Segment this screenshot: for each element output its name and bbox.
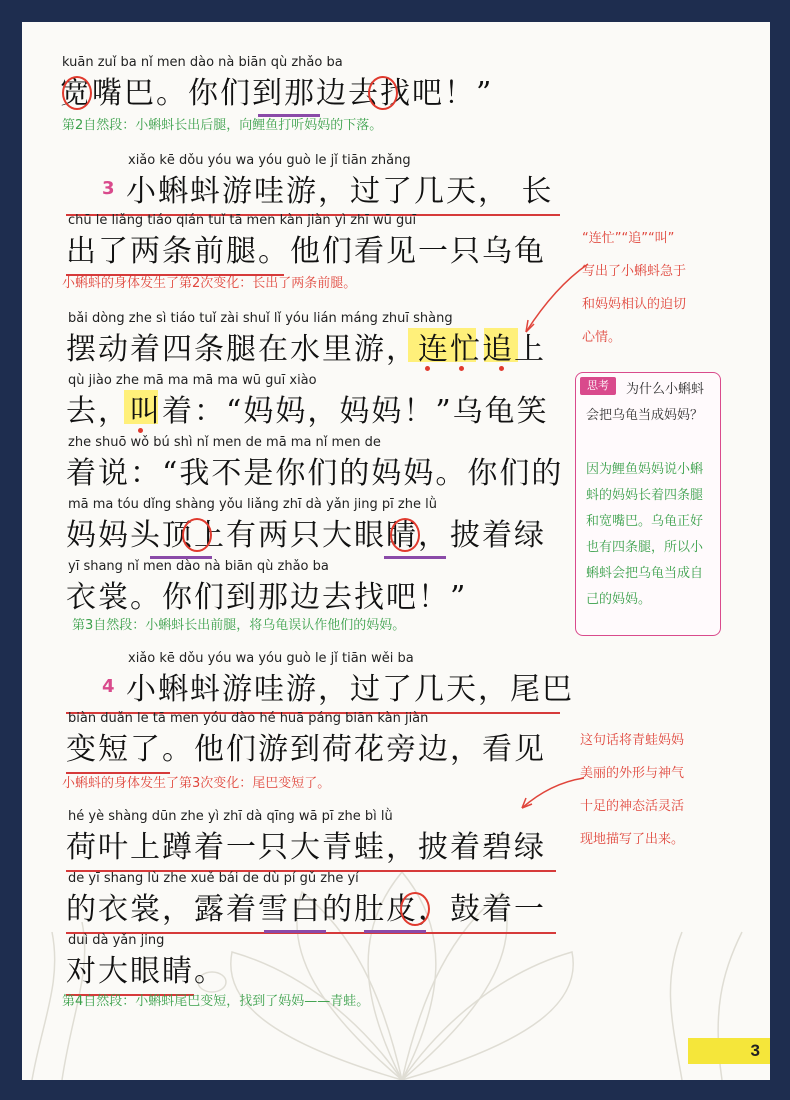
circle-mark: [390, 518, 420, 552]
hanzi-row: 妈妈头顶上有两只大眼睛，披着绿: [66, 518, 546, 553]
side-annotation-line: 现地描写了出来。: [580, 832, 685, 847]
pinyin-row: yī shang nǐ men dào nà biān qù zhǎo ba: [68, 559, 329, 574]
side-annotation-line: 十足的神态活灵活: [580, 799, 685, 814]
side-annotation: [580, 724, 740, 856]
side-annotation-line: 美丽的外形与神气: [580, 766, 685, 781]
hanzi-row: 的衣裳，露着雪白的肚皮，鼓着一: [66, 892, 546, 927]
side-annotation-line: 心情。: [582, 330, 622, 345]
hanzi-row: 衣裳。你们到那边去找吧！”: [66, 580, 468, 615]
circle-mark: [368, 76, 398, 110]
arrow-connector: [518, 774, 588, 814]
side-annotation-line: 这句话将青蛙妈妈: [580, 733, 685, 748]
paragraph-number: 3: [102, 178, 115, 199]
hanzi-row: 小蝌蚪游哇游，过了几天，尾巴: [126, 672, 574, 707]
hanzi-row: 摆动着四条腿在水里游，连忙追上: [66, 332, 546, 367]
circle-mark: [182, 518, 212, 552]
think-box: [575, 372, 721, 636]
text-line: [66, 212, 576, 272]
text-line: [66, 870, 576, 930]
circle-mark: [400, 892, 430, 926]
think-question: 为什么小蝌蚪会把乌龟当成妈妈？: [586, 382, 705, 423]
pinyin-row: hé yè shàng dūn zhe yì zhī dà qīng wā pī zhe bì lǜ: [68, 809, 393, 824]
hanzi-row: 对大眼睛。: [66, 954, 226, 989]
text-line: [60, 54, 580, 114]
text-line: [126, 152, 566, 212]
pinyin-row: qù jiào zhe mā ma mā ma wū guī xiào: [68, 373, 317, 388]
side-annotation-line: 和妈妈相认的迫切: [582, 297, 687, 312]
underline-mark: [258, 114, 320, 117]
text-line: [66, 710, 576, 770]
hanzi-row: 宽嘴巴。你们到那边去找吧！”: [60, 76, 494, 111]
body-change-note: 小蝌蚪的身体发生了第2次变化：长出了两条前腿。: [62, 276, 357, 291]
hanzi-row: 小蝌蚪游哇游，过了几天， 长: [126, 174, 554, 209]
hanzi-row: 出了两条前腿。他们看见一只乌龟: [66, 234, 546, 269]
pinyin-row: kuān zuǐ ba nǐ men dào nà biān qù zhǎo ba: [62, 55, 343, 70]
think-answer: 因为鲤鱼妈妈说小蝌蚪的妈妈长着四条腿和宽嘴巴。乌龟正好也有四条腿，所以小蝌蚪会把乌龟当成自己的妈妈。: [586, 462, 704, 607]
text-line: [66, 932, 576, 992]
pinyin-row: mā ma tóu dǐng shàng yǒu liǎng zhī dà yǎn jing pī zhe lǜ: [68, 497, 437, 512]
text-line: [66, 808, 576, 868]
text-line: [66, 496, 576, 556]
page-number: 3: [688, 1038, 770, 1064]
think-tag: 思考: [580, 377, 616, 395]
paragraph-summary-note: 第3自然段：小蝌蚪长出前腿，将乌龟误认作他们的妈妈。: [72, 618, 406, 633]
hanzi-row: 去，叫着：“妈妈，妈妈！”乌龟笑: [66, 394, 549, 429]
pinyin-row: duì dà yǎn jing: [68, 933, 165, 948]
pinyin-row: xiǎo kē dǒu yóu wa yóu guò le jǐ tiān wěi ba: [128, 651, 414, 666]
pinyin-row: de yī shang lù zhe xuě bái de dù pí gǔ zhe yí: [68, 871, 359, 886]
side-annotation: [582, 222, 742, 354]
hanzi-row: 变短了。他们游到荷花旁边，看见: [66, 732, 546, 767]
pinyin-row: biàn duǎn le tā men yóu dào hé huā páng biān kàn jiàn: [68, 711, 429, 726]
pinyin-row: bǎi dòng zhe sì tiáo tuǐ zài shuǐ lǐ yóu lián máng zhuī shàng: [68, 311, 453, 326]
paragraph-summary-note: 第4自然段：小蝌蚪尾巴变短，找到了妈妈——青蛙。: [62, 994, 370, 1009]
pinyin-row: chū le liǎng tiáo qián tuǐ tā men kàn jiàn yì zhī wū guī: [68, 213, 417, 228]
paragraph-summary-note: 第2自然段：小蝌蚪长出后腿，向鲤鱼打听妈妈的下落。: [62, 118, 383, 133]
body-change-note: 小蝌蚪的身体发生了第3次变化：尾巴变短了。: [62, 776, 331, 791]
underline-mark: [66, 772, 170, 774]
circle-mark: [62, 76, 92, 110]
text-line: [66, 372, 576, 432]
side-annotation-line: 写出了小蝌蚪急于: [582, 264, 687, 279]
paragraph-number: 4: [102, 676, 115, 697]
hanzi-row: 荷叶上蹲着一只大青蛙，披着碧绿: [66, 830, 546, 865]
pinyin-row: xiǎo kē dǒu yóu wa yóu guò le jǐ tiān zhǎng: [128, 153, 411, 168]
text-line: [66, 434, 576, 494]
side-annotation-line: “连忙”“追”“叫”: [582, 231, 675, 246]
hanzi-row: 着说：“我不是你们的妈妈。你们的: [66, 456, 564, 491]
pinyin-row: zhe shuō wǒ bú shì nǐ men de mā ma nǐ men de: [68, 435, 381, 450]
text-line: [66, 558, 576, 618]
text-line: [66, 310, 576, 370]
textbook-page: [22, 22, 770, 1080]
text-line: [126, 650, 574, 710]
